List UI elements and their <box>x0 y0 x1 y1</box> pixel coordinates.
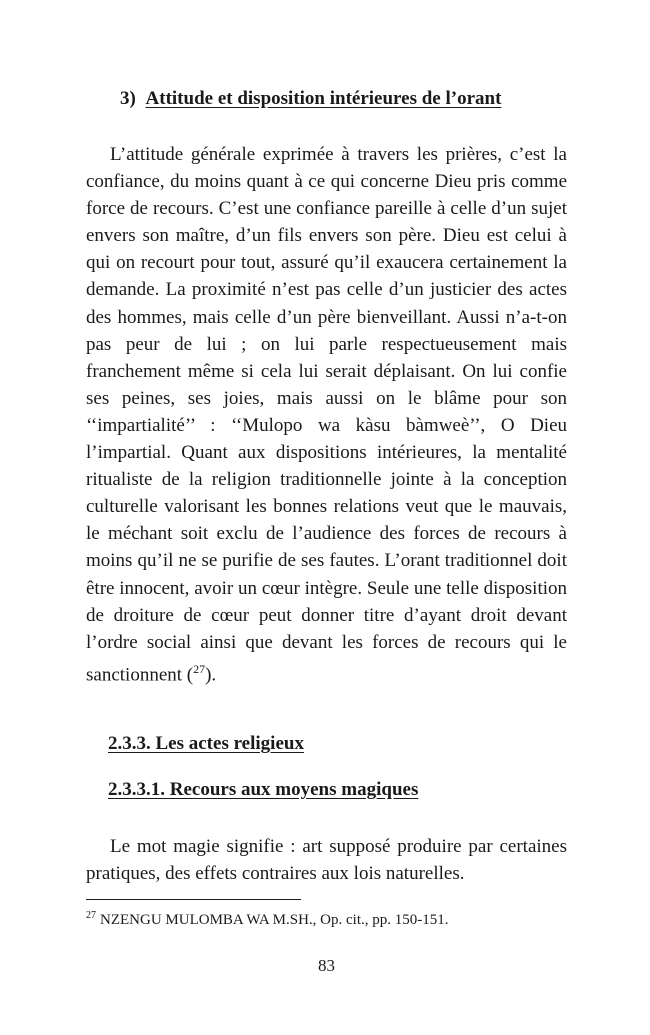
section-number: 3) <box>120 88 136 109</box>
heading-actes-religieux: 2.3.3. Les actes religieux <box>108 733 304 754</box>
footnote-marker: 27 <box>86 910 96 921</box>
paragraph-text: L’attitude générale exprimée à travers les prières, c’est la confiance, du moins quant à ce qui concerne Dieu pris comme force de recours. C’est une confiance pareille à celle d’un sujet envers son maître, d’un fils envers son père. Dieu est celui à qui on recourt pour tout, assuré qu’il exaucera certainement la demande. La proximité n’est pas celle d’un justicier des actes des hommes, mais celle d’un père bienveillant. Aussi n’a-t-on pas peur de lui ; on lui parle respectueusement mais franchement même si cela lui serait déplaisant. On lui confie ses peines, ses joies, mais aussi on le blâme pour son ‘‘impartialité’’ : ‘‘Mulopo wa kàsu bàmweè’’, O Dieu l’impartial. Quant aux dispositions intérieures, la mentalité ritualiste de la religion traditionnelle jointe à la conception culturelle valorisant les bonnes relations veut que le mauvais, le méchant soit exclu de l’audience des forces de recours à moins qu’il ne se purifie de ses fautes. L’orant traditionnel doit être innocent, avoir un cœur intègre. Seule une telle disposition de droiture de cœur peut donner titre d’ayant droit devant l’ordre social ainsi que devant les forces de recours qui le sanctionnent ( <box>86 144 567 686</box>
paragraph-magie: Le mot magie signifie : art supposé produire par certaines pratiques, des effets contraires aux lois naturelles. <box>86 836 567 885</box>
footnote-reference: 27 <box>193 661 206 676</box>
heading-moyens-magiques: 2.3.3.1. Recours aux moyens magiques <box>108 779 419 800</box>
footnote <box>86 910 448 929</box>
paragraph-text-end: ). <box>205 664 217 686</box>
paragraph-attitude <box>86 141 567 688</box>
section-title: Attitude et disposition intérieures de l’orant <box>145 88 502 109</box>
section-heading <box>120 88 501 110</box>
book-page <box>86 0 567 1035</box>
page-number: 83 <box>318 956 335 975</box>
footnote-text: NZENGU MULOMBA WA M.SH., Op. cit., pp. 150-151. <box>100 912 449 928</box>
footnote-divider <box>86 899 301 900</box>
